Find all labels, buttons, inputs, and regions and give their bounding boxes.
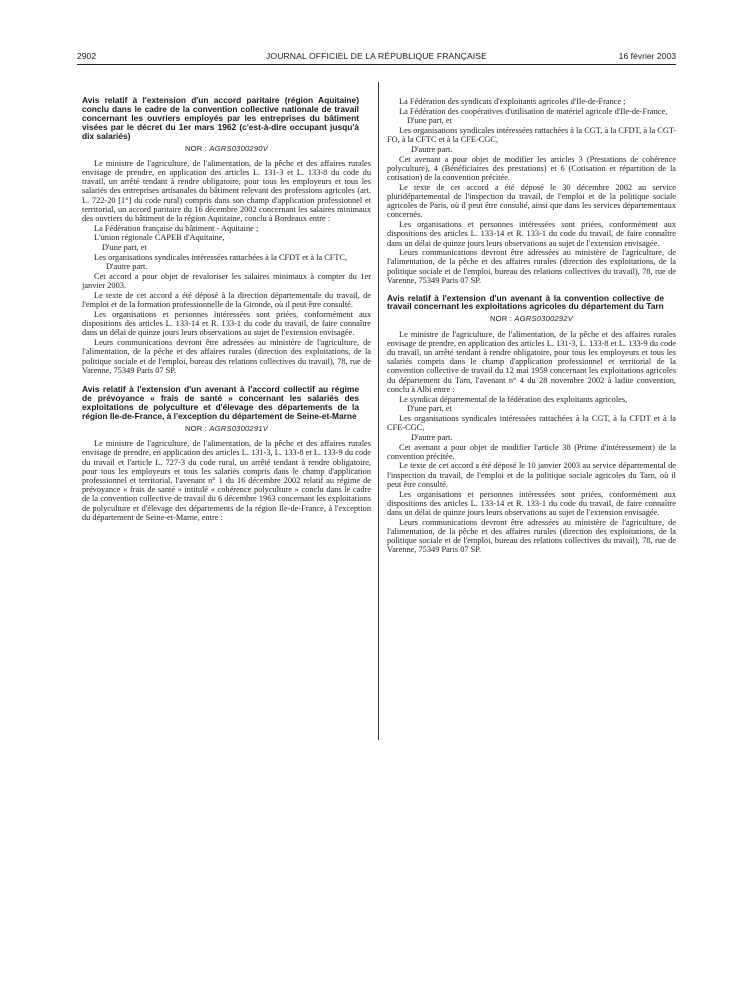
party-separator: D'une part, et xyxy=(407,404,452,414)
nor-label: NOR : xyxy=(185,143,208,153)
nor-code: AGRS0300290V xyxy=(209,143,268,153)
paragraph: Les organisations syndicales intéressées rattachées à la CGT, à la CFDT, à la CGT-FO, à la CFTC et à la CFE-CGC, xyxy=(387,126,676,145)
nor-label: NOR : xyxy=(490,314,513,324)
nor-reference xyxy=(387,314,676,323)
paragraph: Les organisations syndicales intéressées rattachées à la CFDT et à la CFTC, xyxy=(94,252,348,262)
paragraph: Le texte de cet accord a été déposé à la direction départementale du travail, de l'emploi et de la formation professionnelle de la Gironde, où il peut être consulté. xyxy=(82,291,371,310)
nor-reference xyxy=(82,424,371,433)
right-column xyxy=(387,97,676,555)
article-heading: Avis relatif à l'extension d'un avenant à l'accord collectif au régime de prévoyance « frais de santé » concernant les salariés des exploitations de polyculture et d'élevage des départements de la région Ile-de-France, à l'exception du département de Seine-et-Marne xyxy=(82,384,359,422)
party-separator: D'une part, et xyxy=(102,243,147,253)
paragraph: Le texte de cet accord a été déposé le 30 décembre 2002 au service pluridépartemental de l'inspection du travail, de l'emploi et de la politique sociale agricoles de Paris, où il peut être consulté, ainsi que dans les services départementaux concernés. xyxy=(387,182,676,220)
paragraph: Le ministre de l'agriculture, de l'alimentation, de la pêche et des affaires rurales envisage de prendre, en application des articles L. 131-3, L. 133-8 et L. 133-9 du code du travail, un arrêté tendant à rendre obligatoire, pour tous les employeurs et tous les salariés compris dans le champ d'application professionnel et territorial de la convention collective de travail du 12 mai 1959 concernant les exploitations agricoles du département du Tarn, l'avenant n° 4 du 28 novembre 2002 à ladite convention, conclu à Albi entre : xyxy=(387,329,676,394)
paragraph: Le ministre de l'agriculture, de l'alimentation, de la pêche et des affaires rurales envisage de prendre, en application des articles L. 131-3 et L. 133-8 du code du travail, un arrêté tendant à rendre obligatoire, pour tous les employeurs et tous les salariés des entreprises artisanales du bâtiment relevant des professions agricoles (art. L. 722-20 [1°] du code rural) compris dans son champ d'application professionnel et territorial, un accord paritaire du 16 décembre 2002 concernant les salaires minimaux des ouvriers du bâtiment de la région Aquitaine, conclu à Bordeaux entre : xyxy=(82,158,371,223)
paragraph: Cet avenant a pour objet de modifier les articles 3 (Prestations de cohérence polyculture), 4 (Bénéficiaires des prestations) et 6 (Cotisation et répartition de la cotisation) de la convention précitée. xyxy=(387,154,676,183)
page-header xyxy=(77,51,676,63)
journal-title: JOURNAL OFFICIEL DE LA RÉPUBLIQUE FRANÇAISE xyxy=(266,51,487,61)
paragraph: Le ministre de l'agriculture, de l'alimentation, de la pêche et des affaires rurales envisage de prendre, en application des articles L. 131-3, L. 133-8 et L. 133-9 du code du travail et l'article L. 727-3 du code rural, un arrêté tendant à rendre obligatoire, pour tous les employeurs et tous les salariés compris dans le champ d'application professionnel et territorial, l'avenant n° 1 du 16 décembre 2002 relatif au régime de prévoyance « frais de santé » intitulé « cohérence polyculture » conclu dans le cadre de la convention collective de travail du 6 décembre 1963 concernant les exploitations de polyculture et d'élevage des départements de la région Ile-de-France, à l'exception du département de Seine-et-Marne, entre : xyxy=(82,439,371,522)
issue-date: 16 février 2003 xyxy=(618,51,676,61)
article-heading: Avis relatif à l'extension d'un avenant à la convention collective de travail concernant les exploitations agricoles du département du Tarn xyxy=(387,292,664,312)
paragraph: Les organisations et personnes intéressées sont priées, conformément aux dispositions des articles L. 133-14 et R. 133-1 du code du travail, de faire connaître dans un délai de quinze jours leurs observations au sujet de l'extension envisagée. xyxy=(387,489,676,517)
paragraph: Les organisations syndicales intéressées rattachées à la CGT, à la CFDT et à la CFE-CGC, xyxy=(387,413,676,433)
paragraph: Les organisations et personnes intéressées sont priées, conformément aux dispositions des articles L. 133-14 et R. 133-1 du code du travail, de faire connaître dans un délai de quinze jours leurs observations au sujet de l'extension envisagée. xyxy=(387,220,676,248)
party-separator: D'une part, et xyxy=(407,116,452,126)
left-column xyxy=(82,96,371,523)
party-line: La Fédération des coopératives d'utilisation de matériel agricole d'Ile-de-France, xyxy=(399,106,668,116)
party-line: Le syndicat départemental de la fédération des exploitants agricoles, xyxy=(399,394,628,404)
paragraph: Leurs communications devront être adressées au ministère de l'agriculture, de l'alimentation, de la pêche et des affaires rurales (direction des exploitations, de la politique sociale et de l'emploi, bureau des relations collectives du travail), 78, rue de Varenne, 75349 Paris 07 SP. xyxy=(82,338,371,375)
paragraph: Cet avenant a pour objet de modifier l'article 38 (Prime d'intéressement) de la convention précitée. xyxy=(387,442,676,461)
nor-label: NOR : xyxy=(185,424,208,434)
party-separator: D'autre part. xyxy=(106,262,148,272)
party-separator: D'autre part. xyxy=(411,432,453,442)
paragraph: Leurs communications devront être adressées au ministère de l'agriculture, de l'alimentation, de la pêche et des affaires rurales (direction des exploitations, de la politique sociale et de l'emploi, bureau des relations collectives du travail), 78, rue de Varenne, 75349 Paris 07 SP. xyxy=(387,248,676,285)
party-line: La Fédération des syndicats d'exploitants agricoles d'Ile-de-France ; xyxy=(399,97,626,106)
paragraph: Le texte de cet accord a été déposé le 10 janvier 2003 au service départemental de l'inspection du travail, de l'emploi et de la politique sociale agricoles du Tarn, où il peut être consulté. xyxy=(387,461,676,489)
nor-code: AGRS0300292V xyxy=(514,314,573,324)
header-rule xyxy=(77,64,676,65)
paragraph: Leurs communications devront être adressées au ministère de l'agriculture, de l'alimentation, de la pêche et des affaires rurales (direction des exploitations, de la politique sociale et de l'emploi, bureau des relations collectives du travail), 78, rue de Varenne, 75349 Paris 07 SP. xyxy=(387,517,676,555)
column-divider xyxy=(378,82,379,740)
paragraph: Les organisations et personnes intéressées sont priées, conformément aux dispositions des articles L. 133-14 et R. 133-1 du code du travail, de faire connaître dans un délai de quinze jours leurs observations au sujet de l'extension envisagée. xyxy=(82,309,371,338)
article-heading: Avis relatif à l'extension d'un accord paritaire (région Aquitaine) conclu dans le cadre de la convention collective nationale de travail concernant les ouvriers employés par les entreprises du bâtiment visées par le décret du 1er mars 1962 (c'est-à-dire occupant jusqu'à dix salariés) xyxy=(82,95,359,141)
nor-reference xyxy=(82,144,371,153)
party-separator: D'autre part. xyxy=(411,145,453,155)
party-line: L'union régionale CAPEB d'Aquitaine, xyxy=(94,233,225,243)
page-number: 2902 xyxy=(77,51,97,61)
party-line: La Fédération française du bâtiment - Aquitaine ; xyxy=(94,223,259,233)
paragraph: Cet accord a pour objet de revaloriser les salaires minimaux à compter du 1er janvier 2003. xyxy=(82,272,371,291)
nor-code: AGRS0300291V xyxy=(209,424,268,434)
